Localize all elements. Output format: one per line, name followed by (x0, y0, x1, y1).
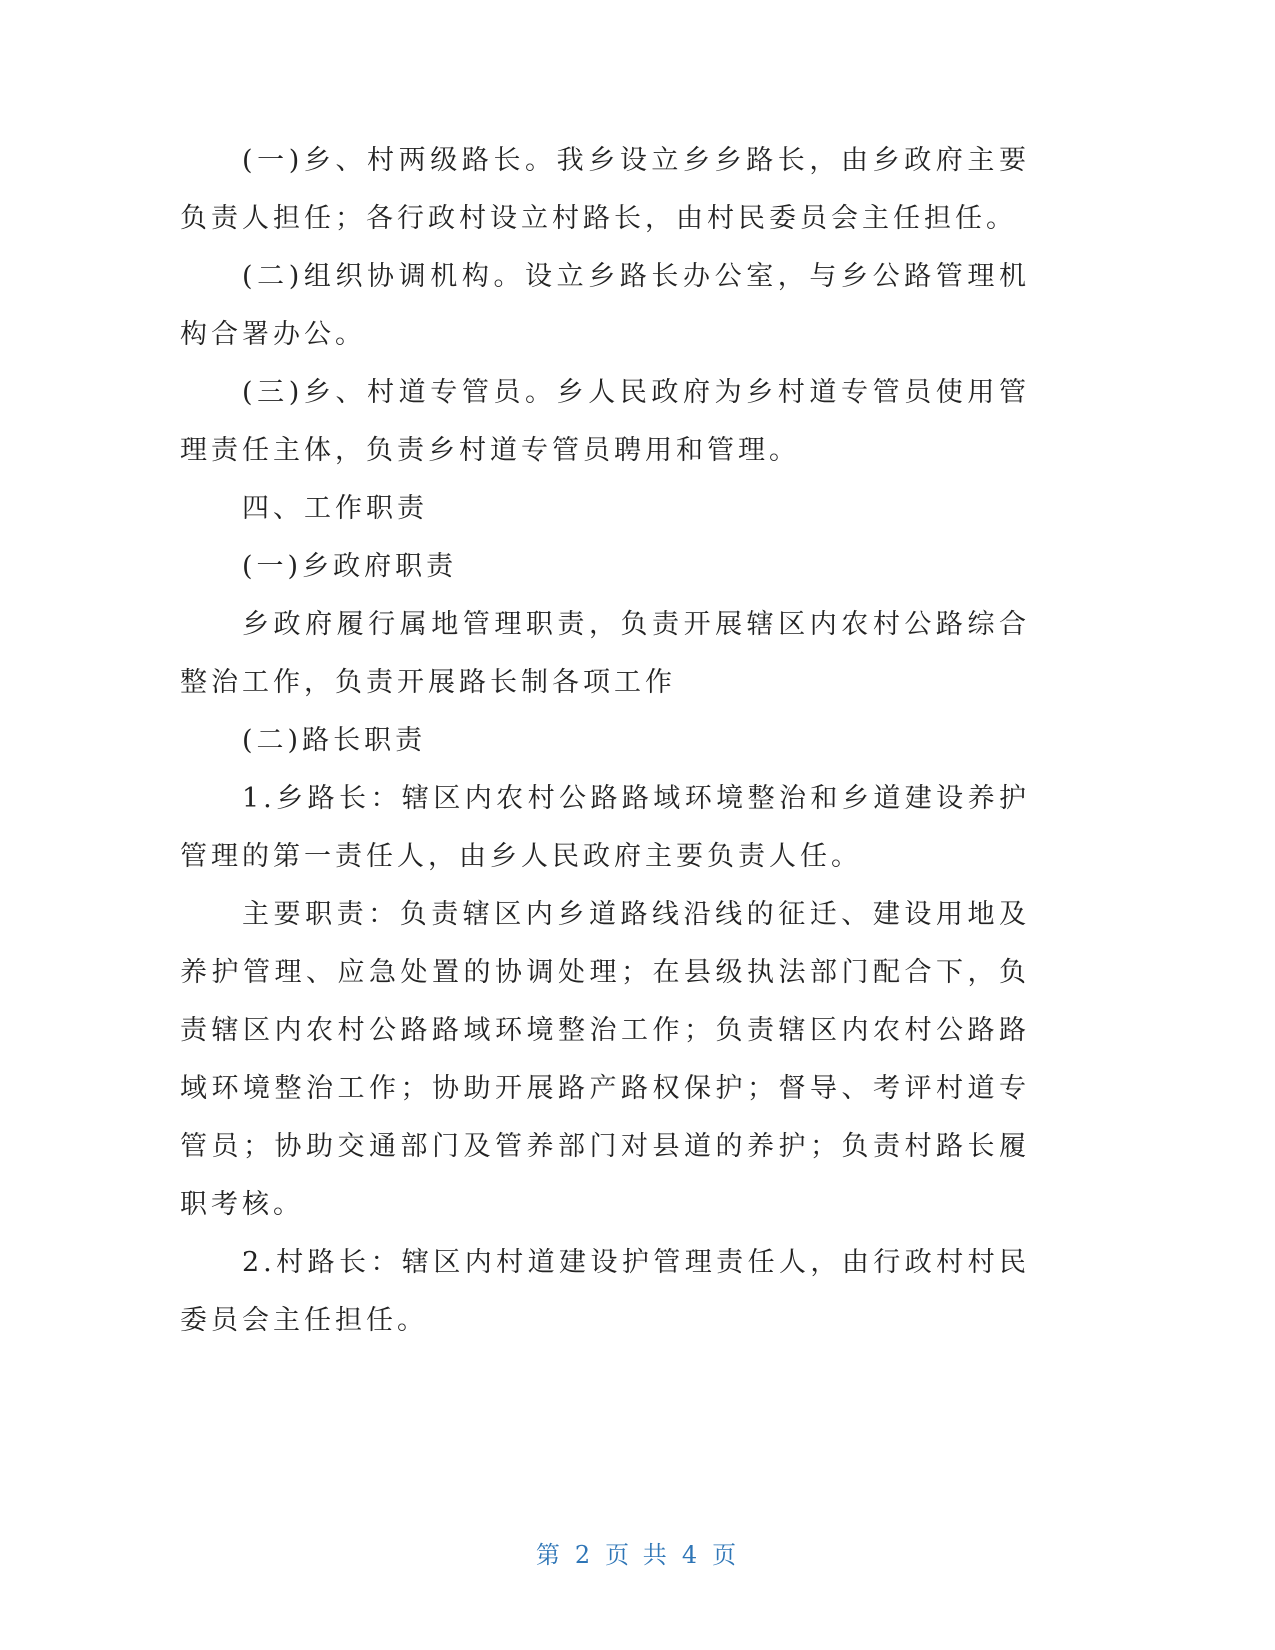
paragraph-village-road-chief: 2.村路长：辖区内村道建设护管理责任人，由行政村村民委员会主任担任。 (180, 1247, 1030, 1336)
document-body (180, 132, 1030, 1350)
footer-prefix: 第 (535, 1541, 563, 1569)
paragraph-coordination-body: (二)组织协调机构。设立乡路长办公室，与乡公路管理机构合署办公。 (180, 261, 1030, 350)
paragraph-township-road-chief: 1.乡路长：辖区内农村公路路域环境整治和乡道建设养护管理的第一责任人，由乡人民政府主要负责人任。 (180, 783, 1030, 872)
footer-current-page: 2 (574, 1541, 594, 1569)
paragraph-township-duties: 乡政府履行属地管理职责，负责开展辖区内农村公路综合整治工作，负责开展路长制各项工作 (180, 609, 1030, 698)
paragraph-main-duties: 主要职责：负责辖区内乡道路线沿线的征迁、建设用地及养护管理、应急处置的协调处理；在县级执法部门配合下，负责辖区内农村公路路域环境整治工作；负责辖区内农村公路路域环境整治工作；协助开展路产路权保护；督导、考评村道专管员；协助交通部门及管养部门对县道的养护；负责村路长履职考核。 (180, 899, 1030, 1220)
subheading-road-chief-duties: (二)路长职责 (242, 725, 427, 756)
footer-middle: 页 共 (605, 1541, 670, 1569)
footer-suffix: 页 (712, 1541, 740, 1569)
paragraph-road-chief-levels: (一)乡、村两级路长。我乡设立乡乡路长，由乡政府主要负责人担任；各行政村设立村路长，由村民委员会主任担任。 (180, 145, 1030, 234)
paragraph-road-officers: (三)乡、村道专管员。乡人民政府为乡村道专管员使用管理责任主体，负责乡村道专管员聘用和管理。 (180, 377, 1030, 466)
footer-total-pages: 4 (681, 1541, 701, 1569)
subheading-township-duties: (一)乡政府职责 (242, 551, 458, 582)
section-heading-duties: 四、工作职责 (242, 493, 428, 524)
page-number-footer (0, 1535, 1275, 1570)
